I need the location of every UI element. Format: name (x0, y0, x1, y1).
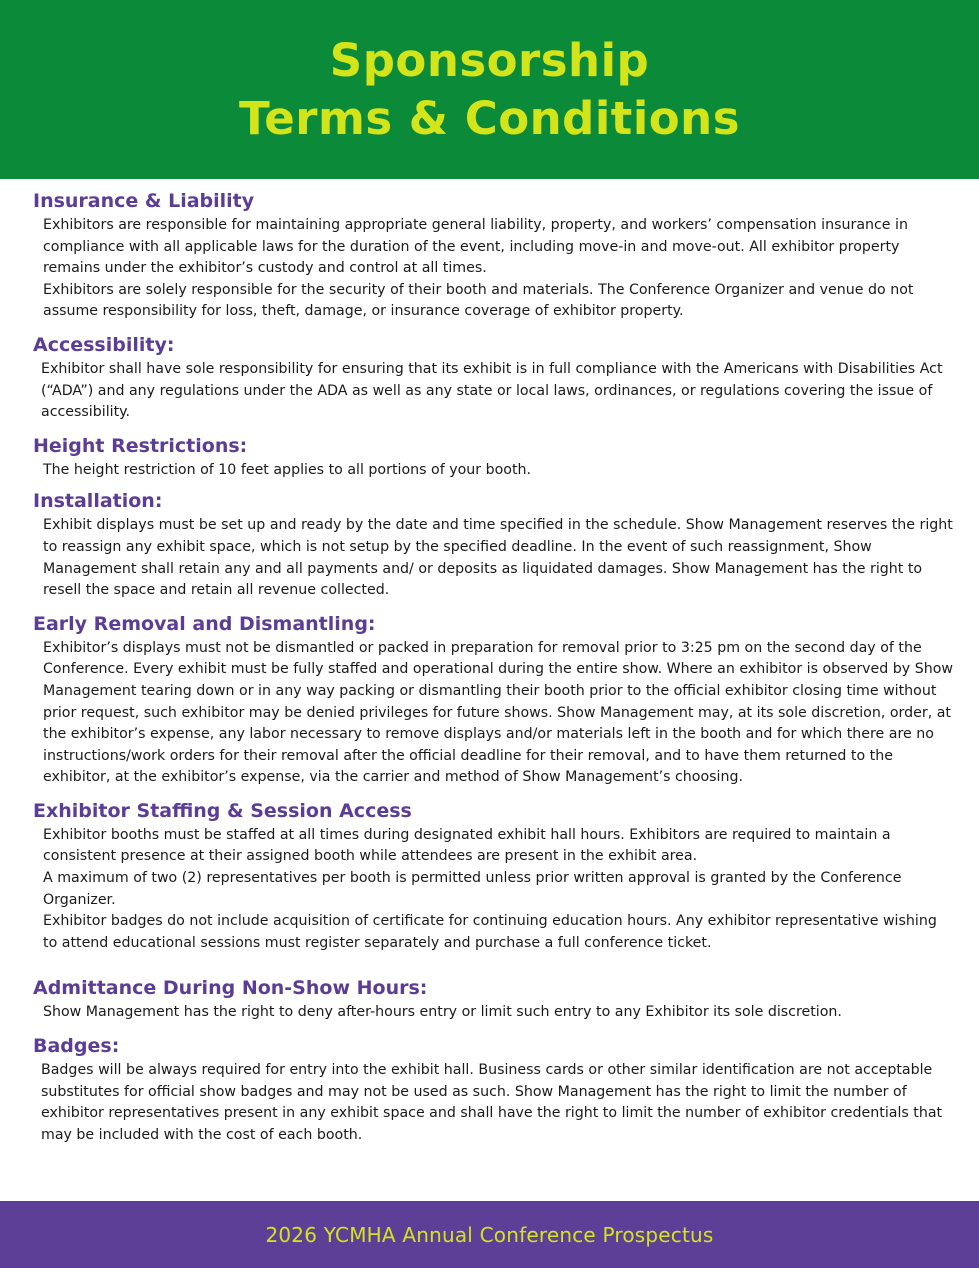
section-heading: Exhibitor Staffing & Session Access (33, 799, 412, 822)
section-body (33, 1002, 953, 1024)
section-accessibility (33, 331, 953, 424)
section-exhibitor-staffing (33, 797, 953, 955)
paragraph: Exhibitor badges do not include acquisition of certificate for continuing education hours. Any exhibitor representative wishing to attend educational sessions must register separately and purchase a full conference ticket. (43, 913, 937, 951)
paragraph: Show Management has the right to deny after-hours entry or limit such entry to any Exhibitor its sole discretion. (43, 1004, 842, 1021)
section-body (33, 460, 953, 482)
section-heading: Early Removal and Dismantling: (33, 612, 376, 635)
paragraph: Exhibitor shall have sole responsibility for ensuring that its exhibit is in full compliance with the Americans with Disabilities Act (“ADA”) and any regulations under the ADA as well as any state or local laws, ordinances, or regulations covering the issue of accessibility. (41, 360, 943, 421)
paragraph: Badges will be always required for entry into the exhibit hall. Business cards or other similar identification are not acceptable substitutes for official show badges and may not be used as such. Show Management has the right to limit the number of exhibitor representatives present in any exhibit space and shall have the right to limit the number of exhibitor credentials that may be included with the cost of each booth. (41, 1062, 943, 1143)
section-body (33, 638, 953, 789)
section-heading: Height Restrictions: (33, 434, 248, 457)
paragraph: Exhibit displays must be set up and ready by the date and time specified in the schedule. Show Management reserves the right to reassign any exhibit space, which is not setup by the specified deadline. In the event of such reassignment, Show Management shall retain any and all payments and/ or deposits as liquidated damages. Show Management has the right to resell the space and retain all revenue collected. (43, 517, 953, 599)
paragraph: Exhibitors are solely responsible for the security of their booth and materials. The Conference Organizer and venue do not assume responsibility for loss, theft, damage, or insurance coverage of exhibitor property. (43, 281, 914, 320)
section-early-removal (33, 610, 953, 789)
page-title-line-2: Terms & Conditions (239, 91, 740, 145)
footer-text: 2026 YCMHA Annual Conference Prospectus (265, 1222, 714, 1247)
paragraph: A maximum of two (2) representatives per booth is permitted unless prior written approval is granted by the Conference Organizer. (43, 870, 902, 908)
section-body (33, 515, 953, 601)
section-heading: Insurance & Liability (33, 190, 255, 212)
section-height-restrictions (33, 432, 953, 482)
section-body (33, 215, 953, 323)
page-header (0, 0, 979, 179)
page-footer (0, 1201, 979, 1268)
section-body (33, 359, 953, 424)
section-heading: Admittance During Non-Show Hours: (33, 977, 428, 1000)
section-heading: Accessibility: (33, 333, 175, 356)
section-body (33, 1060, 953, 1146)
paragraph: The height restriction of 10 feet applies to all portions of your booth. (43, 461, 532, 478)
terms-content (33, 187, 953, 1146)
section-heading: Badges: (33, 1035, 120, 1058)
paragraph: Exhibitors are responsible for maintaining appropriate general liability, property, and workers’ compensation insurance in compliance with all applicable laws for the duration of the event, including move-in and move-out. All exhibitor property remains under the exhibitor’s custody and control at all times. (43, 217, 908, 277)
section-body (33, 825, 953, 955)
paragraph: Exhibitor’s displays must not be dismantled or packed in preparation for removal prior to 3:25 pm on the second day of the Conference. Every exhibit must be fully staffed and operational during the entire show. Where an exhibitor is observed by Show Management tearing down or in any way packing or dismantling their booth prior to the official exhibitor closing time without prior request, such exhibitor may be denied privileges for future shows. Show Management may, at its sole discretion, order, at the exhibitor’s expense, any labor necessary to remove displays and/or materials left in the booth and for which there are no instructions/work orders for their removal after the official deadline for their removal, and to have them returned to the exhibitor, at the exhibitor’s expense, via the carrier and method of Show Management’s choosing. (43, 639, 953, 786)
section-heading: Installation: (33, 490, 163, 513)
section-admittance (33, 974, 953, 1024)
page-title-line-1: Sponsorship (329, 33, 650, 87)
section-insurance-liability (33, 187, 953, 323)
section-badges (33, 1032, 953, 1146)
paragraph: Exhibitor booths must be staffed at all times during designated exhibit hall hours. Exhibitors are required to maintain a consistent presence at their assigned booth while attendees are present in the exhibit area. (43, 826, 891, 865)
section-installation (33, 487, 953, 601)
